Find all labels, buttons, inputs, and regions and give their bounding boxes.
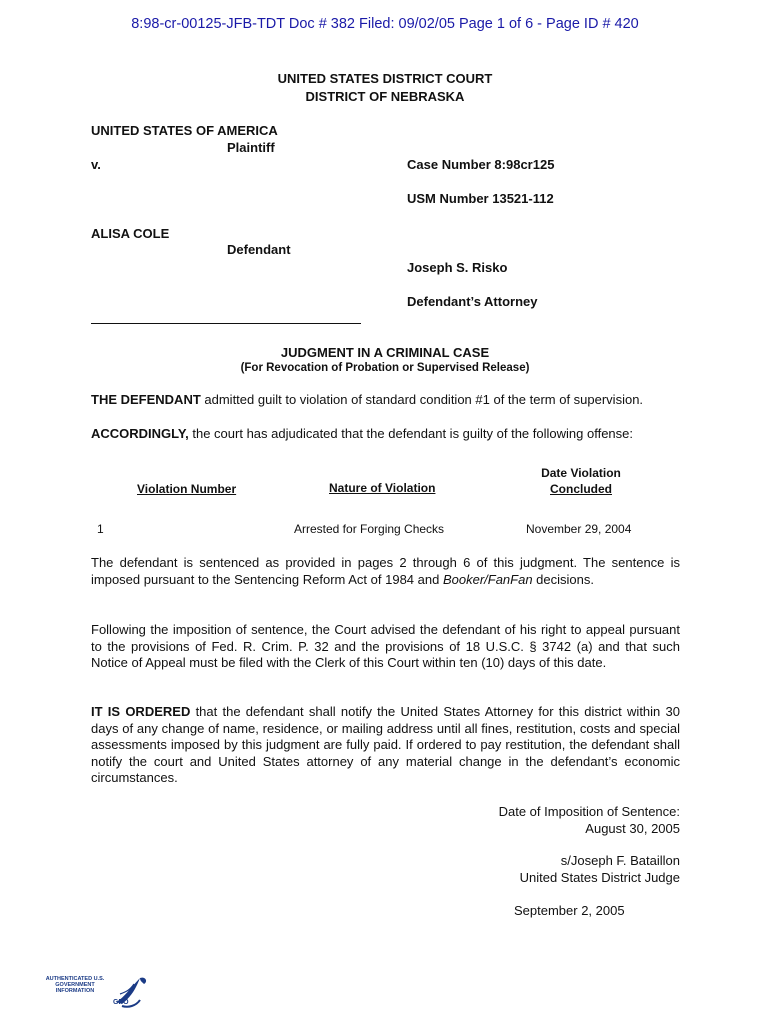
plaintiff-name: UNITED STATES OF AMERICA bbox=[91, 123, 278, 138]
sentence-text-b: decisions. bbox=[532, 571, 594, 587]
header-date-line2: Concluded bbox=[550, 482, 612, 496]
judge-title: United States District Judge bbox=[519, 870, 680, 885]
accordingly-lead: ACCORDINGLY, bbox=[91, 426, 189, 441]
row-nature: Arrested for Forging Checks bbox=[294, 522, 445, 536]
imposition-label: Date of Imposition of Sentence: bbox=[498, 804, 680, 819]
defendant-statement-lead: THE DEFENDANT bbox=[91, 392, 201, 407]
gpo-seal-text: AUTHENTICATED U.S. GOVERNMENT INFORMATION bbox=[45, 976, 105, 994]
gpo-label: GPO bbox=[113, 999, 129, 1006]
judgment-subtitle: (For Revocation of Probation or Supervised Release) bbox=[240, 362, 530, 374]
usm-number: USM Number 13521-112 bbox=[407, 191, 554, 206]
sentence-italic: Booker/FanFan bbox=[442, 571, 533, 587]
docket-header: 8:98-cr-00125-JFB-TDT Doc # 382 Filed: 09/02/05 Page 1 of 6 - Page ID # 420 bbox=[131, 16, 639, 32]
judgment-title: JUDGMENT IN A CRIMINAL CASE bbox=[280, 345, 490, 360]
accordingly-statement bbox=[91, 426, 633, 441]
eagle-icon bbox=[110, 972, 150, 1012]
defendant-statement bbox=[91, 392, 643, 407]
header-violation-number: Violation Number bbox=[137, 482, 237, 496]
sentence-paragraph bbox=[91, 555, 680, 588]
defendant-name: ALISA COLE bbox=[91, 226, 170, 241]
attorney-name: Joseph S. Risko bbox=[407, 260, 508, 275]
imposition-date: August 30, 2005 bbox=[585, 821, 680, 836]
caption-rule bbox=[91, 323, 361, 324]
attorney-label: Defendant’s Attorney bbox=[407, 294, 538, 309]
court-name: UNITED STATES DISTRICT COURT bbox=[277, 71, 493, 86]
ordered-paragraph bbox=[91, 704, 680, 787]
plaintiff-label: Plaintiff bbox=[227, 140, 275, 155]
row-number: 1 bbox=[97, 522, 104, 536]
case-number: Case Number 8:98cr125 bbox=[407, 157, 555, 172]
appeal-paragraph: Following the imposition of sentence, the Court advised the defendant of his right to appeal pursuant to the provisions of Fed. R. Crim. P. 32 and the provisions of 18 U.S.C. § 3742 (a) and that such Notice of Appeal must be filed with the Clerk of this Court within ten (10) days of this date. bbox=[91, 622, 680, 670]
accordingly-text: the court has adjudicated that the defendant is guilty of the following offense: bbox=[188, 426, 633, 441]
header-date-line1: Date Violation bbox=[541, 466, 621, 480]
defendant-statement-text: admitted guilt to violation of standard condition #1 of the term of supervision. bbox=[200, 392, 644, 407]
ordered-text: that the defendant shall notify the United States Attorney for this district within 30 days of any change of name, residence, or mailing address until all fines, restitution, costs and special assessments imposed by this judgment are fully paid. If ordered to pay restitution, the defendant shall notify the court and United States attorney of any material change in the defendant’s economic circumstances. bbox=[91, 704, 680, 785]
ordered-lead: IT IS ORDERED bbox=[91, 704, 191, 719]
versus: v. bbox=[91, 157, 101, 172]
judge-signature: s/Joseph F. Bataillon bbox=[560, 853, 680, 868]
sentence-text-a: The defendant is sentenced as provided in pages 2 through 6 of this judgment. The sentence is imposed pursuant to the Sentencing Reform Act of 1984 and bbox=[91, 555, 680, 587]
court-district: DISTRICT OF NEBRASKA bbox=[305, 89, 465, 104]
row-date: November 29, 2004 bbox=[526, 522, 632, 536]
signed-date: September 2, 2005 bbox=[514, 903, 625, 918]
defendant-label: Defendant bbox=[227, 242, 291, 257]
gpo-authentication-seal bbox=[44, 972, 134, 1017]
header-nature: Nature of Violation bbox=[329, 481, 436, 495]
